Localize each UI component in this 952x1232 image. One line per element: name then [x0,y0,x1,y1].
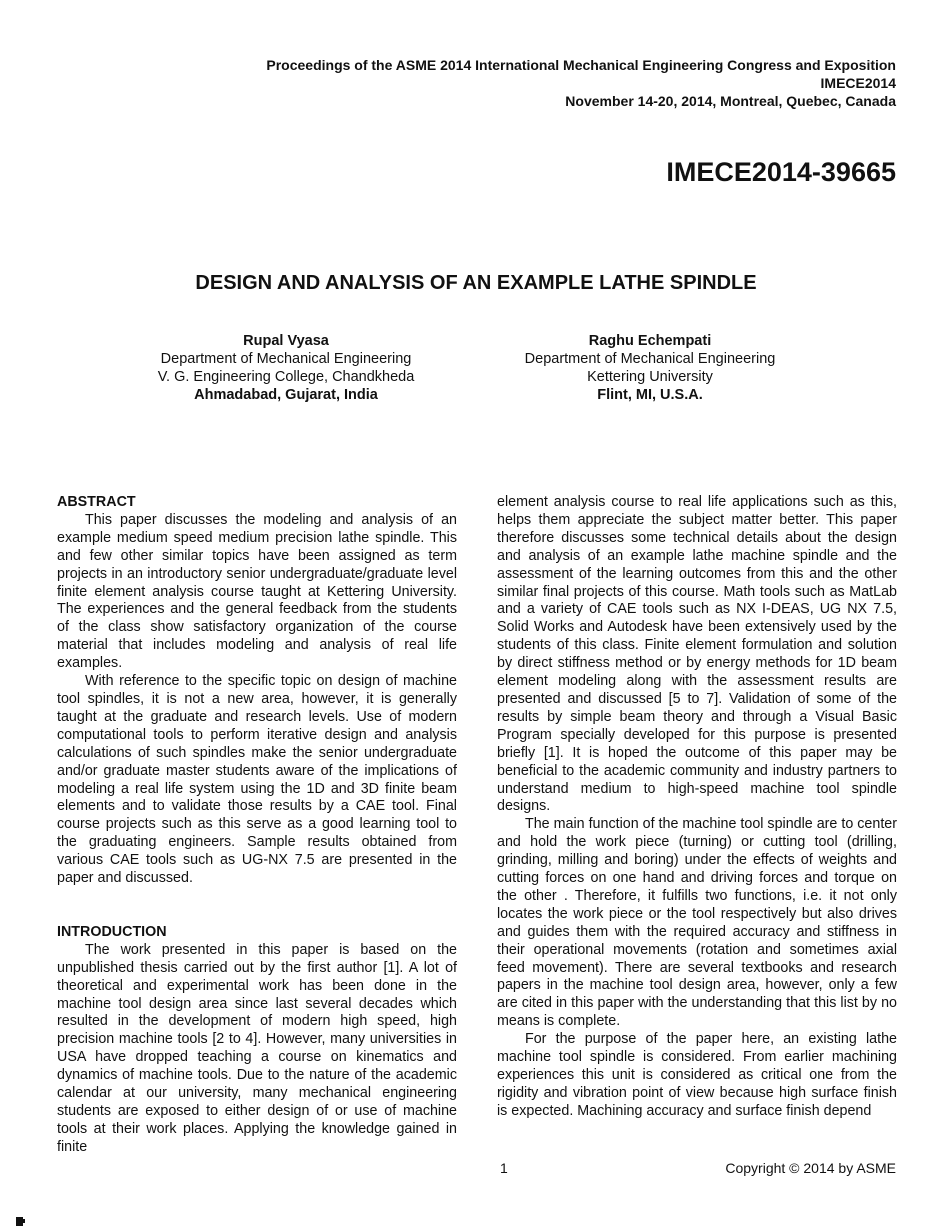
abstract-paragraph-1: This paper discusses the modeling and analysis of an example medium speed medium precision lathe spindle. This and few other similar topics have been assigned as term projects in an introductory senior undergraduate/graduate level finite element analysis course taught at Kettering University. The experiences and the general feedback from the students of the class show satisfactory organization of the course material that includes modeling and analysis of real life examples. [57,511,457,672]
author-location: Ahmadabad, Gujarat, India [194,387,378,403]
introduction-paragraph-1-continued: element analysis course to real life applications such as this, helps them appreciate the subject matter better. This paper therefore discusses some technical details about the design and analysis of an example lathe machine spindle and the assessment of the learning outcomes from this and the other similar final projects of this course. Math tools such as MatLab and a variety of CAE tools such as NX I-DEAS, UG NX 7.5, Solid Works and Autodesk have been extensively used by the students of this class. Finite element formulation and solution by direct stiffness method or by energy methods for 1D beam element modeling along with the assessment results are presented and discussed [5 to 7]. Validation of some of the results by simple beam theory and through a Visual Basic Program specially developed for this purpose is presented briefly [1]. It is hoped the outcome of this paper may be beneficial to the academic community and industry partners to understand medium to high-speed machine tool spindle designs. [497,494,897,815]
author-department: Department of Mechanical Engineering [524,351,776,367]
copyright-notice: Copyright © 2014 by ASME [725,1160,896,1176]
header-line-conference: Proceedings of the ASME 2014 International Mechanical Engineering Congress and Exposition [266,57,896,73]
author-institution: Kettering University [587,369,713,385]
introduction-heading: INTRODUCTION [57,923,167,940]
author-name: Rupal Vyasa [243,333,329,349]
page-corner-mark [16,1217,25,1226]
author-location: Flint, MI, U.S.A. [597,387,703,403]
author-block-2 [480,332,820,404]
header-line-acronym: IMECE2014 [820,75,896,91]
paper-title: DESIGN AND ANALYSIS OF AN EXAMPLE LATHE SPINDLE [195,272,757,294]
author-institution: V. G. Engineering College, Chandkheda [157,369,415,385]
abstract-heading: ABSTRACT [57,494,136,510]
author-block-1 [116,332,456,404]
introduction-paragraph-2: The main function of the machine tool spindle are to center and hold the work piece (turning) or cutting tool (drilling, grinding, milling and boring) under the effects of weights and cutting forces on one hand and driving forces and torque on the other . Therefore, it fulfills two functions, i.e. it not only locates the work piece or the tool respectively but also drives and guides them with the required accuracy and stiffness in their operational movements (rotation and sometimes axial feed movement). There are several textbooks and research papers in the machine tool design area, however, only a few are cited in this paper with the understanding that this list by no means is complete. [497,816,897,1030]
header-line-dates: November 14-20, 2014, Montreal, Quebec, Canada [565,93,896,109]
author-name: Raghu Echempati [588,333,712,349]
introduction-paragraph-3: For the purpose of the paper here, an existing lathe machine tool spindle is considered. From earlier machining experiences this unit is considered as critical one from the rigidity and vibration point of view because high surface finish is expected. Machining accuracy and surface finish depend [497,1031,897,1119]
proceedings-header [266,56,896,110]
right-column [497,494,897,1121]
author-department: Department of Mechanical Engineering [160,351,412,367]
page-number: 1 [500,1160,508,1176]
paper-id: IMECE2014-39665 [666,157,896,187]
introduction-paragraph-1: The work presented in this paper is based on the unpublished thesis carried out by the first author [1]. A lot of theoretical and experimental work has been done in the machine tool design area since last several decades which resulted in the development of modern high speed, high precision machine tools [2 to 4]. However, many universities in USA have dropped teaching a course on kinematics and dynamics of machine tools. Due to the nature of the academic calendar at our university, many mechanical engineering students are exposed to either design of or use of machine tools at their work places. Applying the knowledge gained in finite [57,941,457,1155]
left-column [57,494,457,1157]
abstract-paragraph-2: With reference to the specific topic on design of machine tool spindles, it is not a new area, however, it is generally taught at the graduate and research levels. Use of modern computational tools to perform iterative design and analysis calculations of such spindles make the senior undergraduate and/or graduate master students aware of the implications of modeling a real life system using the 1D and 3D finite beam elements and to validate those results by a CAE tool. Final course projects such as this serve as a good learning tool to the graduating engineers. Sample results obtained from various CAE tools such as UG-NX 7.5 are presented in the paper and discussed. [57,673,457,887]
